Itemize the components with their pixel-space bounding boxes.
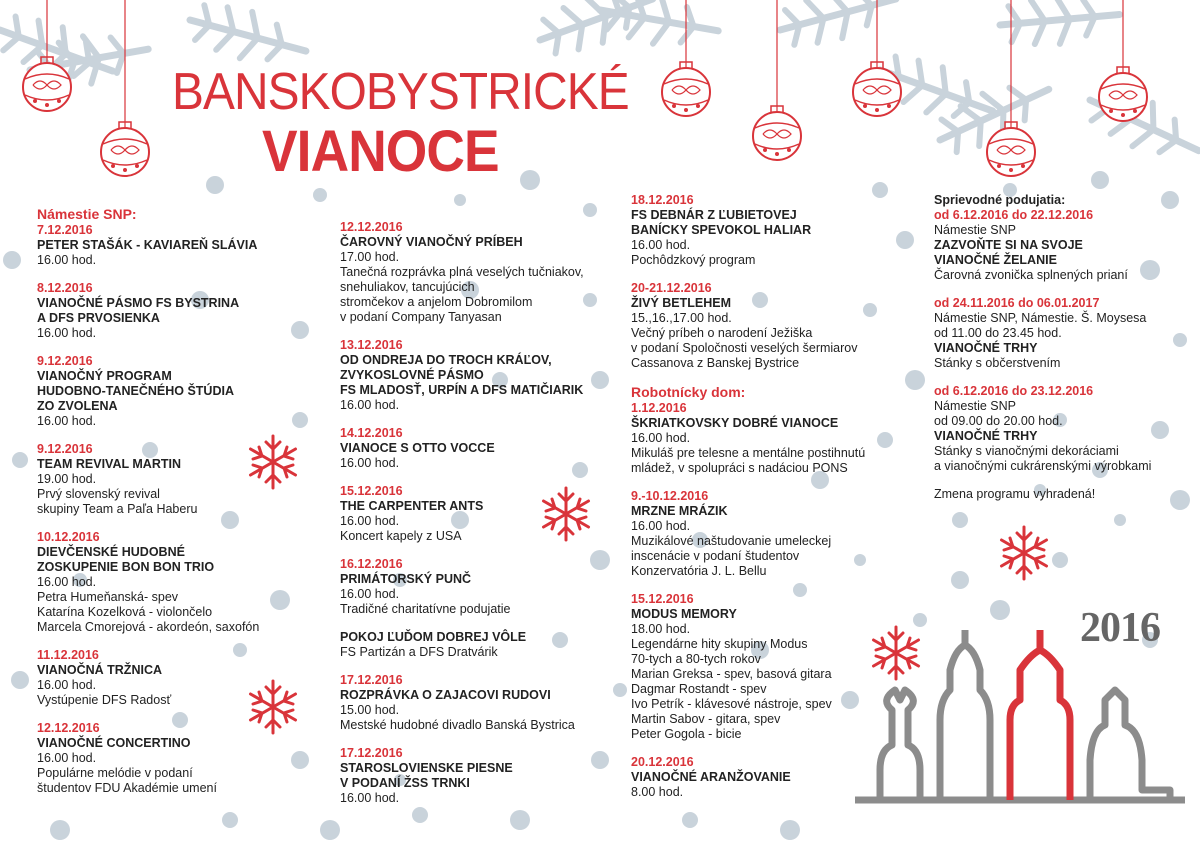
column-3 (631, 193, 901, 813)
section-heading: Robotnícky dom: (631, 384, 746, 400)
event-date: 1.12.2016 (631, 401, 687, 415)
event-date: 12.12.2016 (340, 220, 403, 234)
event-date: 8.12.2016 (37, 281, 93, 295)
event-detail: Mikuláš pre telesne a mentálne postihnutú (631, 446, 866, 460)
event-detail: 70-tych a 80-tych rokov (631, 652, 761, 666)
event-item (934, 208, 1194, 283)
event-item (37, 442, 297, 517)
event-title: HUDOBNO-TANEČNÉHO ŠTÚDIA (37, 384, 234, 398)
event-detail: 16.00 hod. (340, 791, 400, 805)
event-detail: 16.00 hod. (631, 519, 691, 533)
event-item (340, 338, 620, 413)
event-date: 18.12.2016 (631, 193, 694, 207)
event-detail: 18.00 hod. (631, 622, 691, 636)
event-detail: 16.00 hod. (631, 238, 691, 252)
event-detail: Koncert kapely z USA (340, 529, 462, 543)
event-title: MRZNE MRÁZIK (631, 504, 728, 518)
event-detail: v podaní Spoločnosti veselých šermiarov (631, 341, 858, 355)
event-detail: a vianočnými cukrárenskými výrobkami (934, 459, 1152, 473)
event-detail: v podaní Company Tanyasan (340, 310, 502, 324)
section-heading: Sprievodné podujatia: (934, 193, 1066, 207)
event-detail: 16.00 hod. (340, 398, 400, 412)
event-item (37, 530, 297, 635)
event-title: ČAROVNÝ VIANOČNÝ PRÍBEH (340, 235, 523, 249)
event-date: 10.12.2016 (37, 530, 100, 544)
event-detail: Námestie SNP (934, 399, 1016, 413)
event-detail: Vystúpenie DFS Radosť (37, 693, 172, 707)
event-title: ZAZVOŇTE SI NA SVOJE (934, 238, 1083, 252)
event-detail: inscenácie v podaní študentov (631, 549, 800, 563)
event-detail: mládež, v spolupráci s nadáciou PONS (631, 461, 848, 475)
event-detail: Čarovná zvonička splnených prianí (934, 268, 1128, 282)
column-namestie-snp (37, 206, 297, 809)
event-item (37, 281, 297, 341)
event-detail: Peter Gogola - bicie (631, 727, 742, 741)
event-detail: Legendárne hity skupiny Modus (631, 637, 808, 651)
event-detail: Martin Sabov - gitara, spev (631, 712, 781, 726)
event-title: V PODANÍ ŽSS TRNKI (340, 776, 470, 790)
event-date: 15.12.2016 (340, 484, 403, 498)
year-label: 2016 (1080, 605, 1160, 651)
event-title: A DFS PRVOSIENKA (37, 311, 160, 325)
event-title: VIANOČNÉ CONCERTINO (37, 736, 191, 750)
event-item (631, 755, 901, 800)
event-date: 7.12.2016 (37, 223, 93, 237)
event-item (631, 281, 901, 371)
column-sprievodne-podujatia (934, 193, 1194, 502)
event-item (37, 223, 297, 268)
event-detail: 15.,16.,17.00 hod. (631, 311, 732, 325)
event-item (631, 592, 901, 742)
event-detail: 17.00 hod. (340, 250, 400, 264)
event-detail: Námestie SNP (934, 223, 1016, 237)
event-item (934, 384, 1194, 474)
event-title: VIANOČNÉ ARANŽOVANIE (631, 770, 791, 784)
event-title: TEAM REVIVAL MARTIN (37, 457, 181, 471)
event-detail: skupiny Team a Paľa Haberu (37, 502, 198, 516)
event-date: od 6.12.2016 do 23.12.2016 (934, 384, 1094, 398)
event-item (340, 557, 620, 617)
event-title: THE CARPENTER ANTS (340, 499, 484, 513)
event-detail: študentov FDU Akadémie umení (37, 781, 217, 795)
event-detail: 16.00 hod. (340, 514, 400, 528)
event-date: 15.12.2016 (631, 592, 694, 606)
city-skyline-icon (855, 630, 1185, 800)
event-item (340, 673, 620, 733)
event-title: FS MLADOSŤ, URPÍN A DFS MATIČIARIK (340, 383, 584, 397)
event-date: 11.12.2016 (37, 648, 99, 662)
event-title: VIANOČNÉ ŽELANIE (934, 253, 1057, 267)
note: Zmena programu vyhradená! (934, 487, 1096, 501)
event-detail: 16.00 hod. (631, 431, 691, 445)
event-detail: Tanečná rozprávka plná veselých tučniakov, (340, 265, 584, 279)
event-item (340, 426, 620, 471)
event-detail: Petra Humeňanská- spev (37, 590, 179, 604)
event-detail: Pochôdzkový program (631, 253, 756, 267)
event-detail: Námestie SNP, Námestie. Š. Moysesa (934, 311, 1147, 325)
column-2 (340, 220, 620, 819)
event-detail: 16.00 hod. (340, 456, 400, 470)
event-date: 9.-10.12.2016 (631, 489, 709, 503)
event-title: VIANOČNÉ TRHY (934, 341, 1038, 355)
title-line1: BANSKOBYSTRICKÉ (172, 63, 629, 121)
event-title: BANÍCKY SPEVOKOL HALIAR (631, 223, 812, 237)
event-date: od 6.12.2016 do 22.12.2016 (934, 208, 1094, 222)
event-title: POKOJ ĽUĎOM DOBREJ VÔLE (340, 630, 527, 644)
event-item (340, 220, 620, 325)
event-detail: Prvý slovenský revival (37, 487, 160, 501)
event-title: ŽIVÝ BETLEHEM (631, 296, 732, 310)
event-item (340, 484, 620, 544)
event-detail: Muzikálové naštudovanie umeleckej (631, 534, 832, 548)
event-date: 12.12.2016 (37, 721, 100, 735)
event-title: ZO ZVOLENA (37, 399, 118, 413)
event-detail: Cassanova z Banskej Bystrice (631, 356, 800, 370)
event-detail: 16.00 hod. (37, 751, 97, 765)
section-heading: Námestie SNP: (37, 206, 137, 222)
event-item (340, 746, 620, 806)
event-detail: 8.00 hod. (631, 785, 684, 799)
event-title: VIANOČNÉ PÁSMO FS BYSTRINA (37, 296, 240, 310)
event-detail: Ivo Petrík - klávesové nástroje, spev (631, 697, 832, 711)
event-detail: Populárne melódie v podaní (37, 766, 193, 780)
event-title: VIANOČNÉ TRHY (934, 429, 1038, 443)
event-title: DIEVČENSKÉ HUDOBNÉ (37, 545, 185, 559)
event-detail: stromčekov a anjelom Dobromilom (340, 295, 533, 309)
event-detail: Marian Greksa - spev, basová gitara (631, 667, 832, 681)
event-detail: FS Partizán a DFS Dratvárik (340, 645, 498, 659)
event-item (340, 630, 620, 660)
event-detail: 16.00 hod. (37, 575, 97, 589)
event-date: 20-21.12.2016 (631, 281, 712, 295)
event-item (37, 648, 297, 708)
event-detail: od 09.00 do 20.00 hod. (934, 414, 1063, 428)
event-title: ROZPRÁVKA O ZAJACOVI RUDOVI (340, 688, 551, 702)
event-item (37, 354, 297, 429)
event-title: ZVYKOSLOVNÉ PÁSMO (340, 368, 484, 382)
event-detail: Konzervatória J. L. Bellu (631, 564, 767, 578)
event-item (631, 401, 901, 476)
event-title: VIANOCE S OTTO VOCCE (340, 441, 495, 455)
event-detail: od 11.00 do 23.45 hod. (934, 326, 1062, 340)
event-date: 13.12.2016 (340, 338, 403, 352)
event-detail: Tradičné charitatívne podujatie (340, 602, 511, 616)
event-detail: Večný príbeh o narodení Ježiška (631, 326, 813, 340)
event-detail: snehuliakov, tancujúcich (340, 280, 475, 294)
event-title: VIANOČNÝ PROGRAM (37, 369, 172, 383)
event-date: 20.12.2016 (631, 755, 694, 769)
event-title: OD ONDREJA DO TROCH KRÁĽOV, (340, 353, 552, 367)
event-title: PRIMÁTORSKÝ PUNČ (340, 572, 472, 586)
event-detail: Marcela Cmorejová - akordeón, saxofón (37, 620, 260, 634)
event-detail: Stánky s vianočnými dekoráciami (934, 444, 1119, 458)
event-date: 9.12.2016 (37, 442, 93, 456)
event-date: 17.12.2016 (340, 746, 403, 760)
event-detail: 16.00 hod. (37, 678, 97, 692)
event-detail: 15.00 hod. (340, 703, 400, 717)
event-detail: 16.00 hod. (37, 253, 97, 267)
event-item (631, 193, 901, 268)
event-detail: 16.00 hod. (37, 326, 97, 340)
event-title: FS DEBNÁR Z ĽUBIETOVEJ (631, 208, 797, 222)
event-detail: Katarína Kozelková - violončelo (37, 605, 213, 619)
event-detail: Mestské hudobné divadlo Banská Bystrica (340, 718, 575, 732)
event-detail: 16.00 hod. (340, 587, 400, 601)
event-item (934, 296, 1194, 371)
event-item (631, 489, 901, 579)
event-detail: 19.00 hod. (37, 472, 97, 486)
event-title: PETER STAŠÁK - KAVIAREŇ SLÁVIA (37, 238, 258, 252)
event-detail: 16.00 hod. (37, 414, 97, 428)
event-date: od 24.11.2016 do 06.01.2017 (934, 296, 1100, 310)
event-detail: Dagmar Rostandt - spev (631, 682, 767, 696)
title-line2: VIANOCE (262, 119, 499, 184)
event-title: ZOSKUPENIE BON BON TRIO (37, 560, 215, 574)
event-detail: Stánky s občerstvením (934, 356, 1061, 370)
event-date: 16.12.2016 (340, 557, 403, 571)
event-date: 17.12.2016 (340, 673, 403, 687)
event-item (37, 721, 297, 796)
event-date: 9.12.2016 (37, 354, 93, 368)
event-title: VIANOČNÁ TRŽNICA (37, 663, 162, 677)
event-title: ŠKRIATKOVSKY DOBRÉ VIANOCE (631, 416, 839, 430)
event-title: STAROSLOVIENSKE PIESNE (340, 761, 513, 775)
event-date: 14.12.2016 (340, 426, 403, 440)
event-title: MODUS MEMORY (631, 607, 737, 621)
